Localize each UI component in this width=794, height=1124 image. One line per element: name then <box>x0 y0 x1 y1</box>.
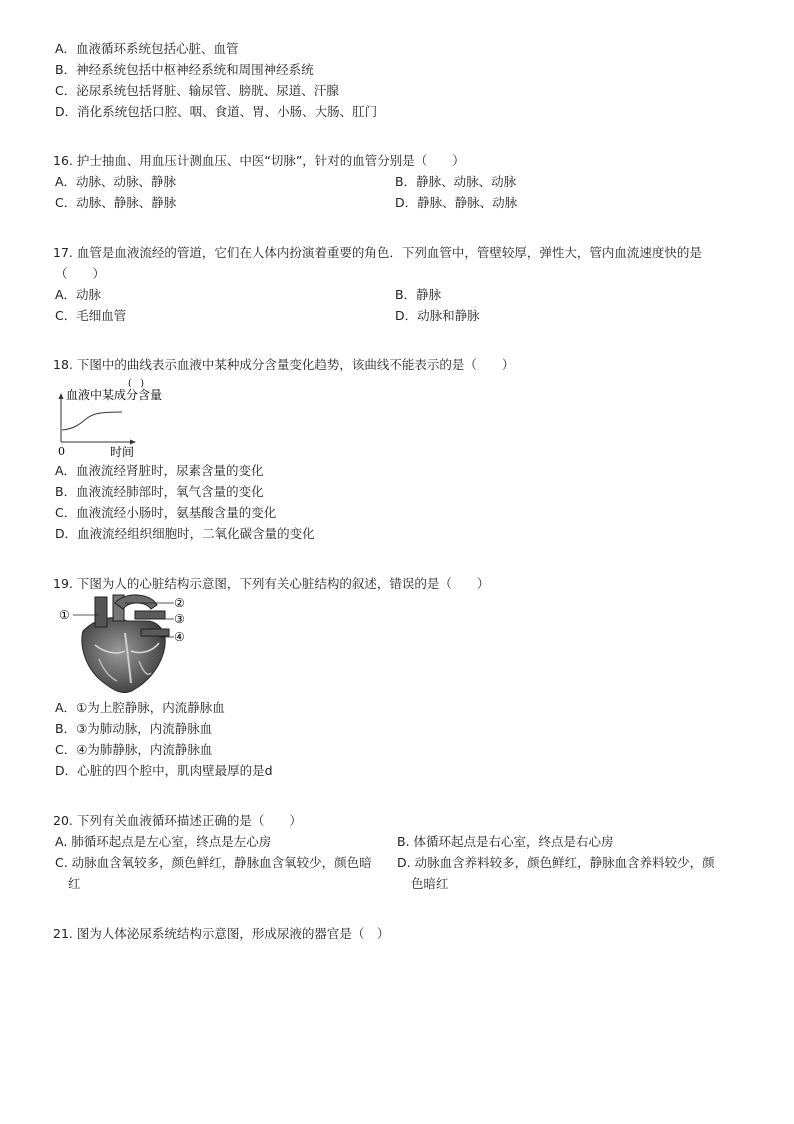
q18-stem: 18. 下图中的曲线表示血液中某种成分含量变化趋势，该曲线不能表示的是（ ） <box>53 357 515 372</box>
q20-option-b: B. 体循环起点是右心室，终点是右心房 <box>397 834 614 849</box>
q17-option-c: C．毛细血管 <box>55 308 127 323</box>
q17-option-a: A．动脉 <box>55 287 102 302</box>
option-b: B．神经系统包括中枢神经系统和周围神经系统 <box>55 62 314 77</box>
q19-option-c: C．④为肺静脉，内流静脉血 <box>55 742 213 757</box>
q20-option-c: C. 动脉血含氧较多，颜色鲜红，静脉血含氧较少，颜色暗 <box>55 855 372 870</box>
q18-y-label: 血液中某成分含量 <box>66 388 163 402</box>
label-2: ② <box>174 596 185 610</box>
q20-stem: 20. 下列有关血液循环描述正确的是（ ） <box>53 813 302 828</box>
label-1: ① <box>59 608 70 622</box>
q16-option-b: B．静脉、动脉、动脉 <box>395 174 517 189</box>
option-a: A．血液循环系统包括心脏、血管 <box>55 41 239 56</box>
label-4: ④ <box>174 630 185 644</box>
q19-option-a: A．①为上腔静脉，内流静脉血 <box>55 700 225 715</box>
q18-option-b: B．血液流经肺部时，氧气含量的变化 <box>55 484 264 499</box>
q20-option-c-cont: 红 <box>68 876 81 891</box>
q18-curve <box>62 412 122 430</box>
q18-origin: 0 <box>58 445 65 458</box>
q16-option-d: D．静脉、静脉、动脉 <box>395 195 518 210</box>
q17-stem: 17. 血管是血液流经的管道，它们在人体内扮演着重要的角色．下列血管中，管壁较厚，弹性大，管内血流速度快的是 <box>53 245 702 260</box>
label-3: ③ <box>174 612 185 626</box>
vessel-top-left <box>95 597 107 627</box>
q18-x-arrow <box>130 440 136 445</box>
q19-option-b: B．③为肺动脉，内流静脉血 <box>55 721 213 736</box>
option-c: C．泌尿系统包括肾脏、输尿管、膀胱、尿道、汗腺 <box>55 83 339 98</box>
q18-option-a: A．血液流经肾脏时，尿素含量的变化 <box>55 463 264 478</box>
q16-stem: 16. 护士抽血、用血压计测血压、中医“切脉”，针对的血管分别是（ ） <box>53 153 465 168</box>
q18-x-label: 时间 <box>110 445 135 459</box>
q18-option-d: D．血液流经组织细胞时，二氧化碳含量的变化 <box>55 526 315 541</box>
q20-option-d: D. 动脉血含养料较多，颜色鲜红，静脉血含养料较少，颜 <box>397 855 715 870</box>
q17-option-b: B．静脉 <box>395 287 442 302</box>
q18-figure-paren: ( ) <box>128 379 145 389</box>
vessel-right-low <box>141 629 169 636</box>
q21-stem: 21. 图为人体泌尿系统结构示意图，形成尿液的器官是（ ） <box>53 926 390 941</box>
q18-y-arrow <box>59 393 64 399</box>
q17-stem-paren: （ ） <box>55 266 106 281</box>
q17-option-d: D．动脉和静脉 <box>395 308 480 323</box>
q16-option-c: C．动脉、静脉、静脉 <box>55 195 177 210</box>
q18-curve-figure <box>52 375 187 460</box>
q19-heart-figure <box>55 593 200 698</box>
q20-option-d-cont: 色暗红 <box>411 876 449 891</box>
q20-option-a: A. 肺循环起点是左心室，终点是左心房 <box>55 834 272 849</box>
vessel-right <box>135 611 165 619</box>
q16-option-a: A．动脉、动脉、静脉 <box>55 174 177 189</box>
q19-option-d: D．心脏的四个腔中，肌肉壁最厚的是d <box>55 763 273 778</box>
q18-option-c: C．血液流经小肠时，氨基酸含量的变化 <box>55 505 277 520</box>
q19-stem: 19. 下图为人的心脏结构示意图，下列有关心脏结构的叙述，错误的是（ ） <box>53 576 490 591</box>
option-d: D．消化系统包括口腔、咽、食道、胃、小肠、大肠、肛门 <box>55 104 378 119</box>
